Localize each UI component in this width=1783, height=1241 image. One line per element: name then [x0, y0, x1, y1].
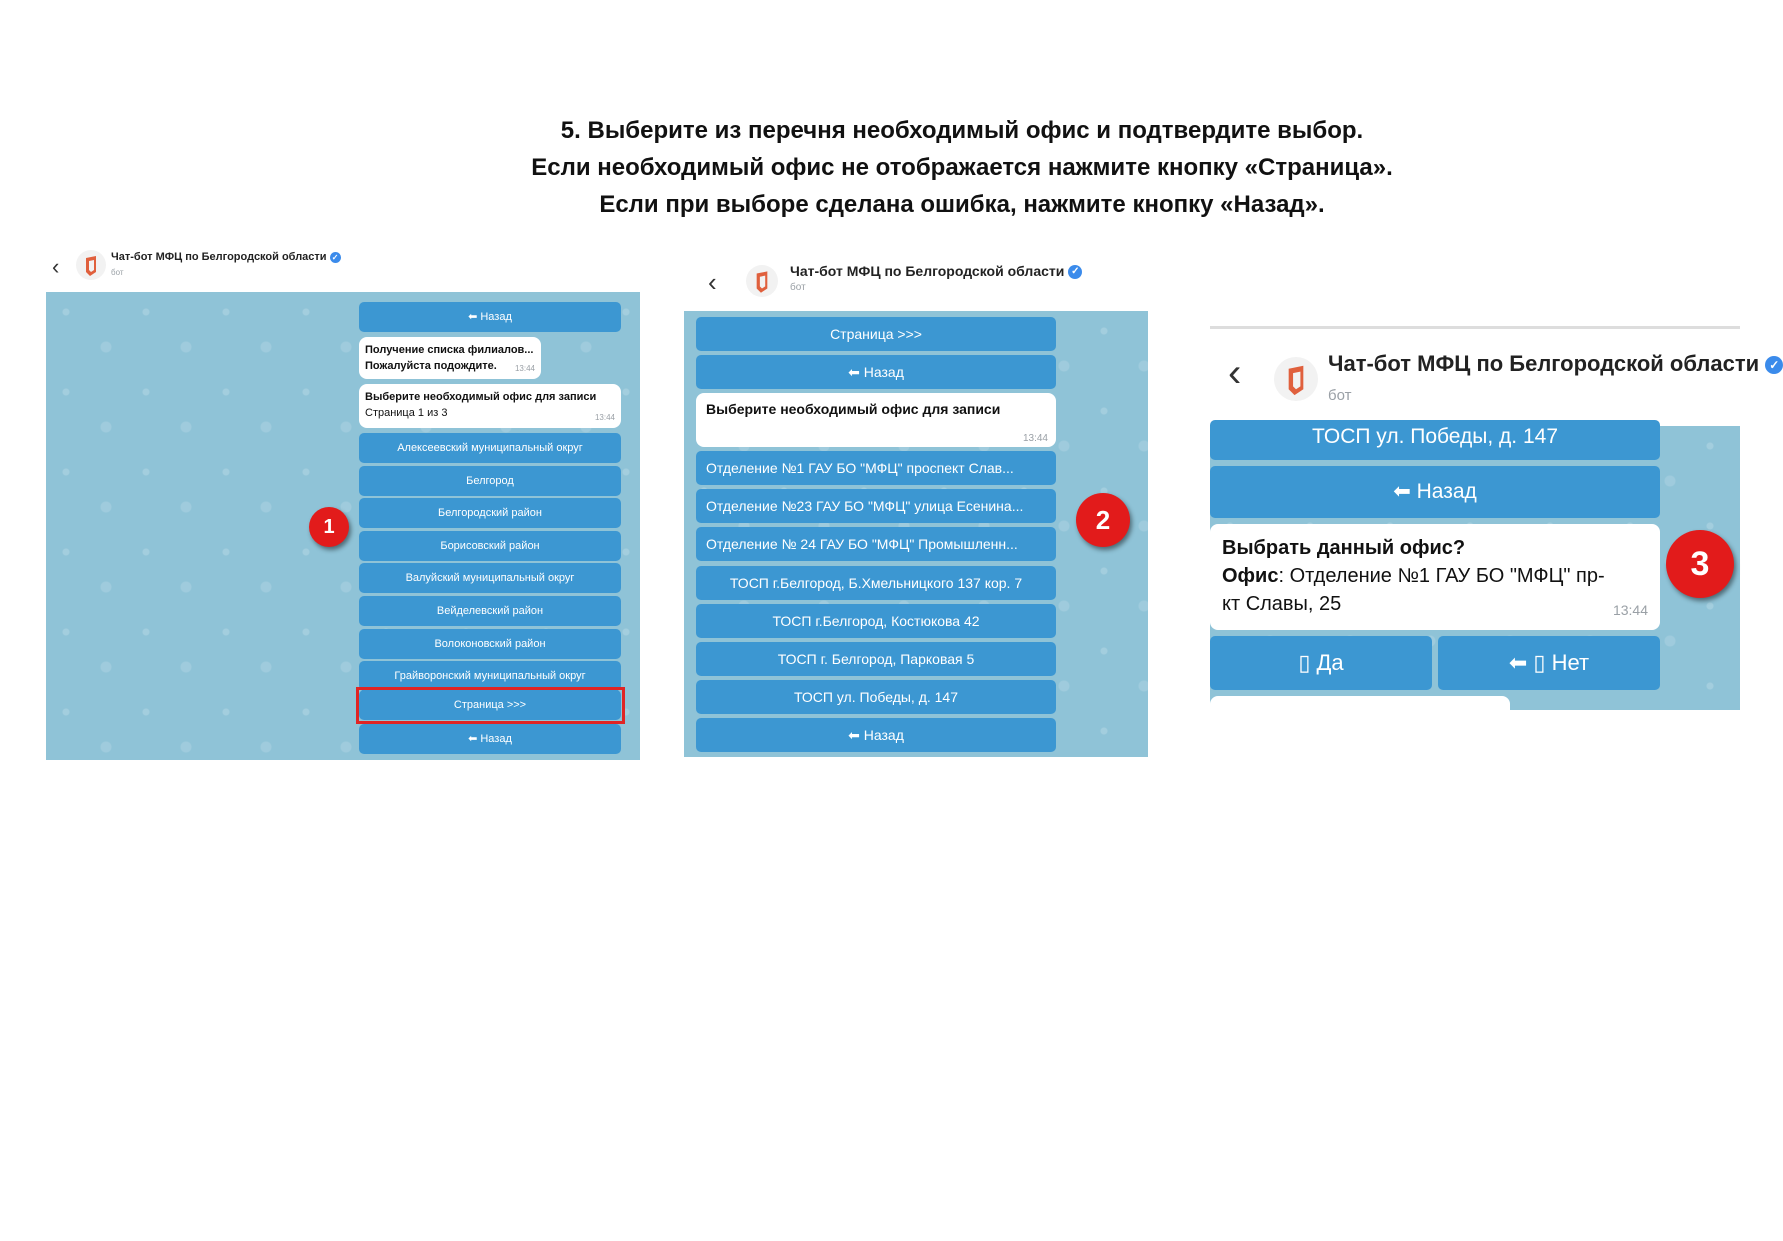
message-time: 13:44 [1612, 602, 1648, 618]
back-button-top[interactable]: ⬅ Назад [359, 302, 621, 332]
screenshot-2 [684, 255, 1148, 757]
confirm-title: Выбрать данный офис? [1222, 537, 1466, 559]
bot-subtitle: бот [1328, 387, 1352, 404]
verified-icon: ✓ [1068, 265, 1082, 279]
mfc-logo [76, 250, 106, 280]
district-button[interactable]: Грайворонский муниципальный округ [359, 661, 621, 691]
partial-message [1210, 696, 1510, 726]
back-button-bottom[interactable]: ⬅ Назад [359, 724, 621, 754]
bot-subtitle: бот [111, 268, 124, 277]
step-badge-2: 2 [1076, 493, 1130, 547]
yes-button[interactable]: ▯ Да [1210, 636, 1432, 690]
confirm-office [1222, 562, 1648, 618]
bot-name: Чат-бот МФЦ по Белгородской области ✓ [790, 263, 1082, 279]
office-value: : Отделение №1 ГАУ БО "МФЦ" пр-кт Славы, 25 [1222, 565, 1605, 615]
back-arrow-icon[interactable]: ‹ [52, 254, 60, 279]
message-time: 13:44 [594, 413, 615, 422]
step-badge-3: 3 [1666, 530, 1734, 598]
chat-header [46, 242, 640, 292]
mfc-logo [746, 265, 778, 297]
page-next-button[interactable]: Страница >>> [359, 690, 621, 720]
office-label: Офис [1222, 565, 1279, 587]
office-button[interactable]: Отделение № 24 ГАУ БО "МФЦ" Промышленн... [696, 527, 1056, 561]
chat-header [684, 255, 1148, 311]
office-button[interactable]: ТОСП ул. Победы, д. 147 [1210, 420, 1660, 460]
chat-area [684, 311, 1148, 757]
back-button-top[interactable]: ⬅ Назад [696, 355, 1056, 389]
office-button[interactable]: ТОСП г.Белгород, Б.Хмельницкого 137 кор. 7 [696, 566, 1056, 600]
district-button[interactable]: Белгород [359, 466, 621, 496]
page-counter: Страница 1 из 3 [365, 407, 448, 419]
chat-header [1210, 326, 1780, 429]
district-button[interactable]: Алексеевский муниципальный округ [359, 433, 621, 463]
step-badge-1: 1 [309, 507, 349, 547]
bot-name: Чат-бот МФЦ по Белгородской области ✓ [111, 251, 341, 263]
bot-name: Чат-бот МФЦ по Белгородской области ✓ [1328, 351, 1783, 377]
select-office-text: Выберите необходимый офис для записи [365, 391, 597, 403]
page-next-button[interactable]: Страница >>> [696, 317, 1056, 351]
district-button[interactable]: Валуйский муниципальный округ [359, 563, 621, 593]
instruction-line-3: Если при выборе сделана ошибка, нажмите кнопку «Назад». [599, 191, 1325, 218]
district-button[interactable]: Белгородский район [359, 498, 621, 528]
loading-line-2: Пожалуйста подождите. [365, 360, 497, 372]
verified-icon: ✓ [330, 252, 341, 263]
loading-message [359, 337, 541, 379]
back-button[interactable]: ⬅ Назад [1210, 466, 1660, 518]
confirm-message [1210, 524, 1660, 630]
office-button[interactable]: ТОСП г.Белгород, Костюкова 42 [696, 604, 1056, 638]
office-button[interactable]: ТОСП ул. Победы, д. 147 [696, 680, 1056, 714]
verified-icon: ✓ [1765, 356, 1783, 374]
loading-line-1: Получение списка филиалов... [365, 344, 534, 356]
instruction-line-1: 5. Выберите из перечня необходимый офис и подтвердите выбор. [560, 117, 1364, 144]
office-button[interactable]: Отделение №1 ГАУ БО "МФЦ" проспект Слав... [696, 451, 1056, 485]
district-button[interactable]: Волоконовский район [359, 629, 621, 659]
back-button-bottom[interactable]: ⬅ Назад [696, 718, 1056, 752]
office-button[interactable]: ТОСП г. Белгород, Парковая 5 [696, 642, 1056, 676]
chat-area [1210, 426, 1740, 710]
screenshot-3 [1210, 326, 1780, 710]
screenshot-1 [46, 242, 640, 760]
message-time: 13:44 [1022, 433, 1048, 444]
select-office-text: Выберите необходимый офис для записи [706, 401, 1001, 417]
message-time: 13:44 [514, 364, 535, 373]
back-arrow-icon[interactable]: ‹ [708, 267, 717, 297]
select-office-message [359, 384, 621, 428]
select-office-message [696, 393, 1056, 447]
no-button[interactable]: ⬅ ▯ Нет [1438, 636, 1660, 690]
chat-area [46, 292, 640, 760]
mfc-logo [1274, 357, 1318, 401]
instructions [0, 112, 1754, 223]
page-button-highlight [356, 687, 625, 724]
district-button[interactable]: Борисовский район [359, 531, 621, 561]
district-button[interactable]: Вейделевский район [359, 596, 621, 626]
office-button[interactable]: Отделение №23 ГАУ БО "МФЦ" улица Есенина... [696, 489, 1056, 523]
back-arrow-icon[interactable]: ‹ [1228, 351, 1242, 395]
bot-subtitle: бот [790, 282, 806, 293]
instruction-line-2: Если необходимый офис не отображается нажмите кнопку «Страница». [531, 154, 1393, 181]
